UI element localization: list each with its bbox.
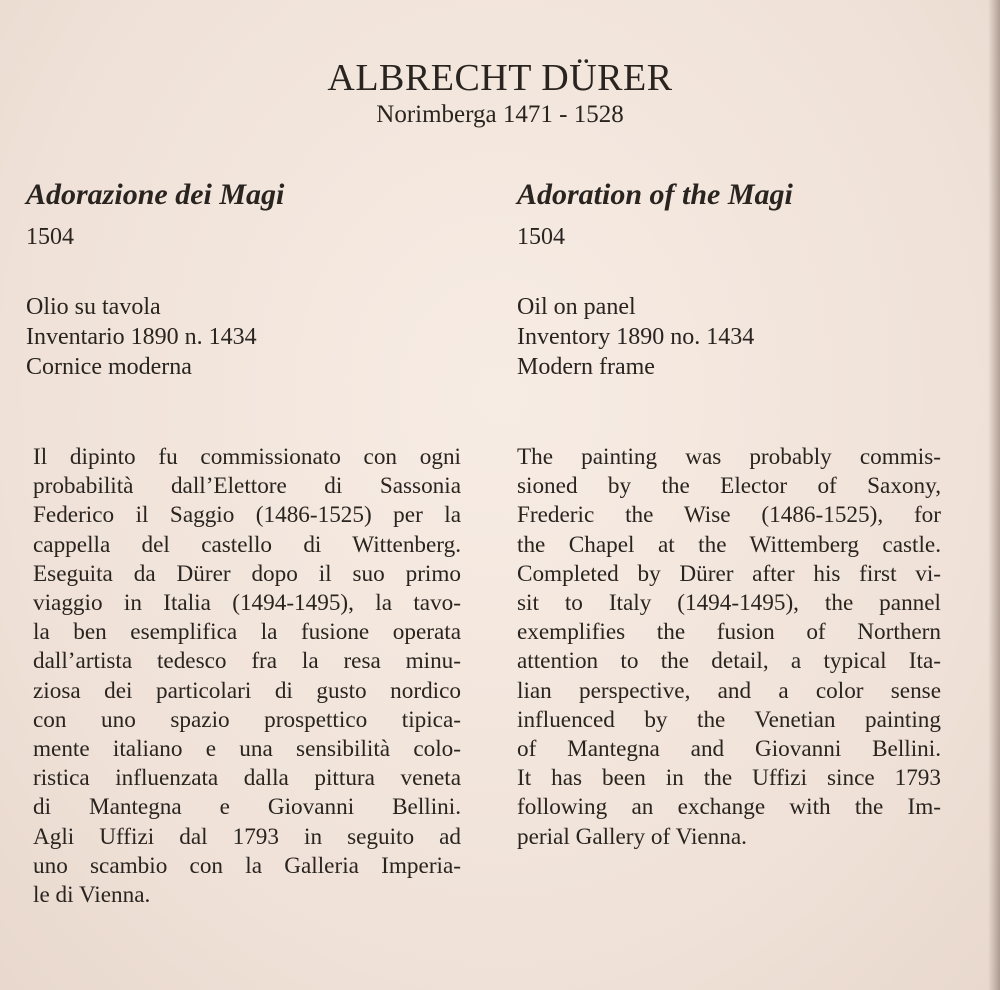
italian-title: Adorazione dei Magi bbox=[26, 178, 285, 211]
description-line: uno scambio con la Galleria Imperia- bbox=[33, 852, 461, 879]
description-line: viaggio in Italia (1494-1495), la tavo- bbox=[33, 590, 461, 617]
english-medium: Oil on panel bbox=[517, 294, 636, 320]
description-line: exemplifies the fusion of Northern bbox=[517, 619, 941, 646]
description-line: Agli Uffizi dal 1793 in seguito ad bbox=[33, 823, 461, 850]
artist-name: ALBRECHT DÜRER bbox=[327, 57, 673, 99]
description-line: Completed by Dürer after his first vi- bbox=[517, 560, 941, 587]
description-line: le di Vienna. bbox=[33, 882, 151, 909]
description-line: Federico il Saggio (1486-1525) per la bbox=[33, 502, 461, 529]
description-line: attention to the detail, a typical Ita- bbox=[517, 648, 941, 675]
description-line: la ben esemplifica la fusione operata bbox=[33, 619, 461, 646]
description-line: ziosa dei particolari di gusto nordico bbox=[33, 677, 461, 704]
italian-description bbox=[33, 443, 461, 910]
description-line: Il dipinto fu commissionato con ogni bbox=[33, 444, 461, 470]
english-description bbox=[517, 443, 941, 852]
italian-column bbox=[26, 176, 462, 382]
description-line: Eseguita da Dürer dopo il suo primo bbox=[33, 560, 461, 587]
italian-frame: Cornice moderna bbox=[26, 354, 192, 380]
description-line: Frederic the Wise (1486-1525), for bbox=[517, 502, 941, 529]
italian-medium: Olio su tavola bbox=[26, 294, 161, 320]
artist-header bbox=[0, 58, 1000, 130]
description-line: It has been in the Uffizi since 1793 bbox=[517, 765, 941, 792]
description-line: following an exchange with the Im- bbox=[517, 794, 941, 821]
description-line: di Mantegna e Giovanni Bellini. bbox=[33, 794, 461, 821]
description-line: dall’artista tedesco fra la resa minu- bbox=[33, 648, 461, 675]
description-line: probabilità dall’Elettore di Sassonia bbox=[33, 473, 461, 500]
description-line: of Mantegna and Giovanni Bellini. bbox=[517, 736, 941, 763]
description-line: cappella del castello di Wittenberg. bbox=[33, 531, 461, 558]
artist-lifespan: Norimberga 1471 - 1528 bbox=[376, 101, 624, 128]
english-year: 1504 bbox=[517, 224, 565, 250]
description-line: influenced by the Venetian painting bbox=[517, 706, 941, 733]
description-line: lian perspective, and a color sense bbox=[517, 677, 941, 704]
english-column bbox=[517, 176, 941, 382]
description-line: the Chapel at the Wittemberg castle. bbox=[517, 531, 941, 558]
description-line: sioned by the Elector of Saxony, bbox=[517, 473, 941, 500]
english-inventory: Inventory 1890 no. 1434 bbox=[517, 324, 755, 350]
description-line: sit to Italy (1494-1495), the pannel bbox=[517, 590, 941, 617]
description-line: mente italiano e una sensibilità colo- bbox=[33, 736, 461, 763]
description-line: perial Gallery of Vienna. bbox=[517, 823, 747, 850]
english-details bbox=[517, 292, 941, 382]
english-title: Adoration of the Magi bbox=[517, 178, 793, 211]
italian-year: 1504 bbox=[26, 224, 74, 250]
card-edge-shadow bbox=[988, 0, 1000, 990]
description-line: The painting was probably commis- bbox=[517, 444, 941, 470]
english-frame: Modern frame bbox=[517, 354, 655, 380]
italian-details bbox=[26, 292, 462, 382]
description-line: ristica influenzata dalla pittura veneta bbox=[33, 765, 461, 792]
description-line: con uno spazio prospettico tipica- bbox=[33, 706, 461, 733]
italian-inventory: Inventario 1890 n. 1434 bbox=[26, 324, 257, 350]
